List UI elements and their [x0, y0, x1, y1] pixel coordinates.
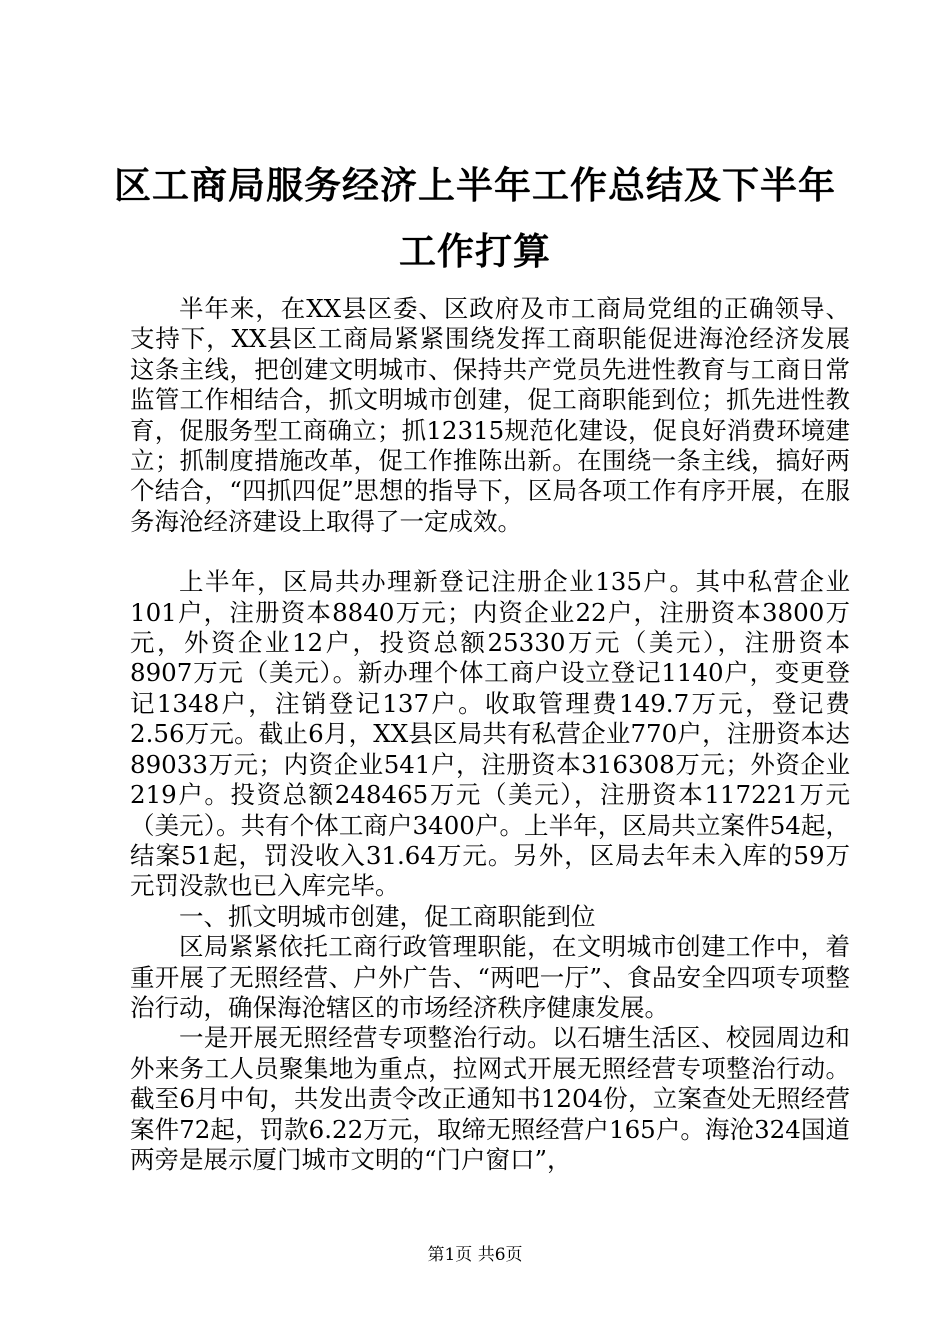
paragraph-intro: 半年来，在XX县区委、区政府及市工商局党组的正确领导、支持下，XX县区工商局紧紧围绕发挥工商职能促进海沧经济发展这条主线，把创建文明城市、保持共产党员先进性教育与工商日常监管工作相结合，抓文明城市创建，促工商职能到位；抓先进性教育，促服务型工商确立；抓12315规范化建设，促良好消费环境建立；抓制度措施改革，促工作推陈出新。在围绕一条主线，搞好两个结合，“四抓四促”思想的指导下，区局各项工作有序开展，在服务海沧经济建设上取得了一定成效。: [130, 294, 850, 536]
paragraph-first-action: 一是开展无照经营专项整治行动。以石塘生活区、校园周边和外来务工人员聚集地为重点，拉网式开展无照经营专项整治行动。截至6月中旬，共发出责令改正通知书1204份，立案查处无照经营案件72起，罚款6.22万元，取缔无照经营户165户。海沧324国道两旁是展示厦门城市文明的“门户窗口”，: [130, 1023, 850, 1174]
section-heading: 一、抓文明城市创建，促工商职能到位: [179, 901, 596, 931]
document-title: 区工商局服务经济上半年工作总结及下半年工作打算: [114, 163, 836, 273]
paragraph-gap: [130, 537, 850, 567]
paragraph-section-intro: 区局紧紧依托工商行政管理职能，在文明城市创建工作中，着重开展了无照经营、户外广告、“两吧一厅”、食品安全四项专项整治行动，确保海沧辖区的市场经济秩序健康发展。: [130, 932, 850, 1022]
page-footer: 第1页 共6页: [427, 1245, 523, 1265]
document-body: [130, 294, 850, 1175]
paragraph-statistics: 上半年，区局共办理新登记注册企业135户。其中私营企业101户，注册资本8840万元；内资企业22户，注册资本3800万元，外资企业12户，投资总额25330万元（美元），注册资本8907万元（美元）。新办理个体工商户设立登记1140户，变更登记1348户，注销登记137户。收取管理费149.7万元，登记费2.56万元。截止6月，XX县区局共有私营企业770户，注册资本达89033万元；内资企业541户，注册资本316308万元；外资企业219户。投资总额248465万元（美元），注册资本117221万元（美元）。共有个体工商户3400户。上半年，区局共立案件54起，结案51起，罚没收入31.64万元。另外，区局去年未入库的59万元罚没款也已入库完毕。: [130, 567, 850, 901]
